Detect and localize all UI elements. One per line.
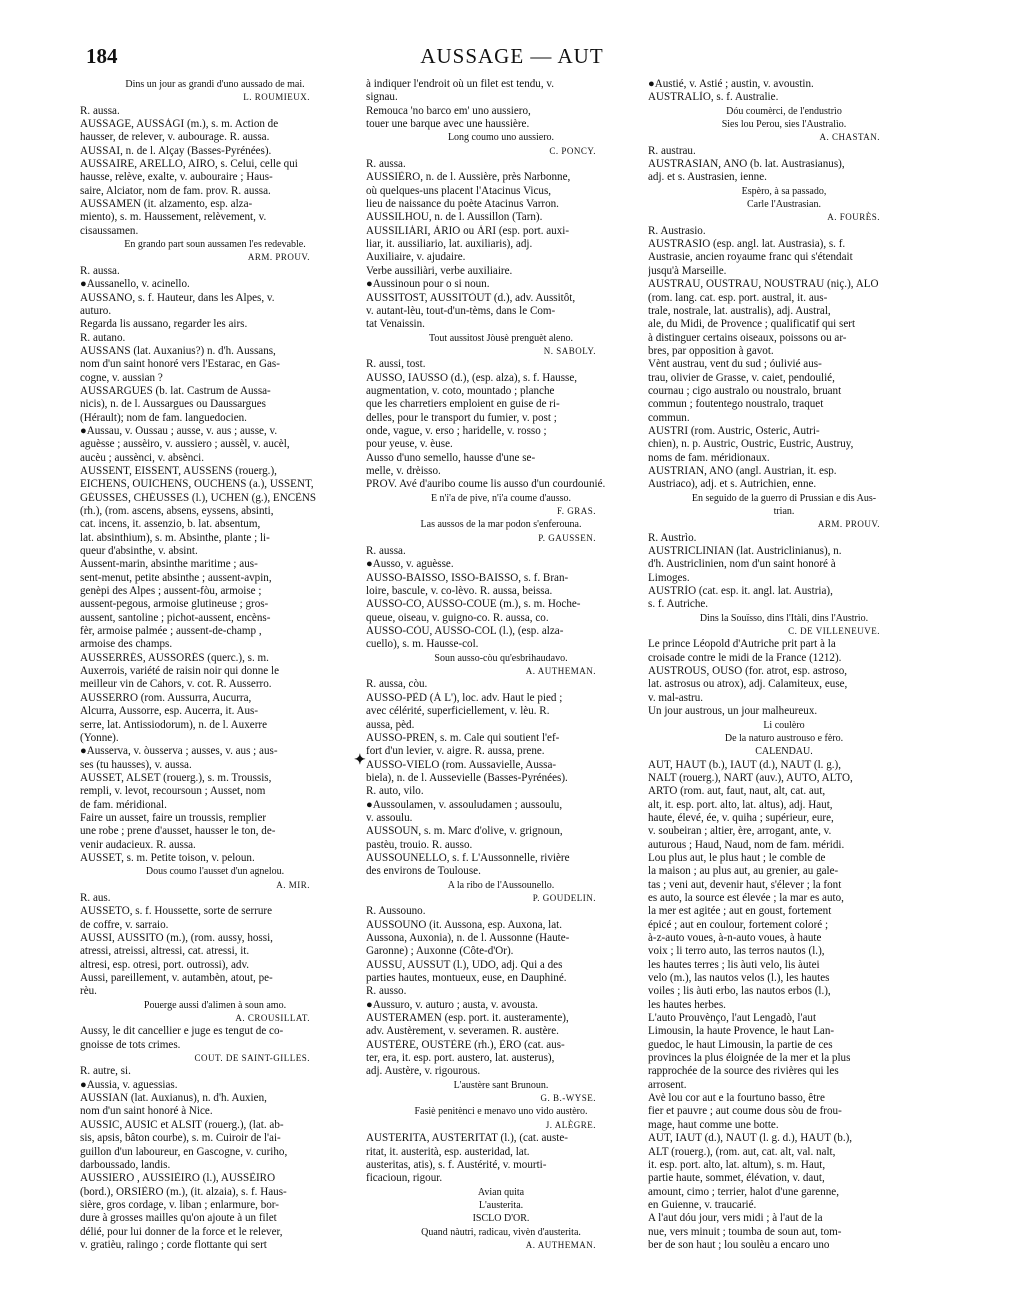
citation-line: CALENDAU. — [755, 746, 813, 758]
entry-line: à distinguer certains oiseaux, poissons ou ar- — [648, 331, 847, 344]
entry-line: AUSTRÌO (cat. esp. it. angl. lat. Austria), — [648, 585, 833, 598]
entry-line: AUSSO-PREN, s. m. Cale qui soutient l'ef- — [366, 731, 560, 744]
entry-line: ●Aussuro, v. auturo ; austa, v. avousta. — [366, 998, 538, 1011]
entry-line: nom d'un saint honoré à Nice. — [80, 1105, 213, 1118]
entry-line: atressi, atreissi, altressi, cat. atressi, it. — [80, 945, 250, 958]
entry-line: en Guienne, v. traucarié. — [648, 1198, 757, 1211]
citation-source: C. DE VILLENEUVE. — [788, 626, 880, 637]
entry-line: Aussi, pareillement, v. autambèn, atout, pe- — [80, 972, 273, 985]
entry-line: Vènt austrau, vent du sud ; óulivié aus- — [648, 358, 822, 371]
entry-line: AUSSET, s. m. Petite toison, v. peloun. — [80, 851, 255, 864]
entry-line: AUT, HAUT (b.), IAUT (d.), NAUT (l. g.), — [648, 758, 841, 771]
entry-line: dure à grosses mailles qu'on ajoute à un filet — [80, 1212, 277, 1225]
entry-line: (rom. lang. cat. esp. port. austral, it. aus- — [648, 291, 828, 304]
entry-line: des environs de Toulouse. — [366, 865, 481, 878]
entry-line: R. aussi, tost. — [366, 358, 426, 371]
entry-line: rèu. — [80, 985, 97, 998]
entry-line: R. aus. — [80, 891, 111, 904]
entry-line: onde, vague, v. erso ; haridelle, v. rosso ; — [366, 424, 547, 437]
entry-line: AUSSANS (lat. Auxanius?) n. d'h. Aussans, — [80, 344, 276, 357]
citation-line: En seguido de la guerro di Prussian e dis Aus- — [691, 492, 877, 504]
entry-line: ale, du Midi, de Provence ; qualificatif qui sert — [648, 318, 856, 331]
entry-line: v. autant-lèu, tout-d'un-tèms, dans le Com- — [366, 304, 556, 317]
entry-line: liar, it. aussiliario, lat. auxiliaris), adj. — [366, 238, 533, 251]
entry-line: AUSSERRO (rom. Aussurra, Aucurra, — [80, 691, 252, 704]
entry-line: austeritas, atis), s. f. Austérité, v. mourti- — [366, 1158, 547, 1171]
entry-line: avec célérité, superficiellement, v. lèu. R. — [366, 705, 550, 718]
entry-line: (rh.), (rom. ascens, absens, eyssens, absinti, — [80, 505, 274, 517]
entry-line: AUSSAI, n. de l. Alçay (Basses-Pyrénées). — [80, 144, 272, 157]
entry-line: croisade contre le midi de la France (1212). — [648, 651, 842, 664]
entry-line: AUSTRASIAN, ANO (b. lat. Austrasianus), — [648, 158, 845, 171]
entry-line: AUSSARGUES (b. lat. Castrum de Aussa- — [80, 384, 271, 397]
entry-line: à indiquer l'endroit où un filet est tendu, v. — [366, 78, 554, 90]
citation-source: J. ALÈGRE. — [545, 1119, 596, 1130]
entry-line: AUSTRALÌO, s. f. Australie. — [648, 91, 779, 104]
entry-line: guillon d'un laboureur, en Gascogne, v. curiho, — [80, 1145, 288, 1158]
entry-line: AUSSIC, AUSIC et ALSIT (rouerg.), (lat. ab- — [80, 1118, 284, 1131]
entry-line: alt, it. esp. port. alto, lat. altus), adj. Haut, — [648, 798, 833, 811]
entry-line: (bord.), ORSIÈRO (m.), (it. alzaia), s. f. Haus- — [80, 1185, 287, 1198]
entry-line: Aussy, le dit cancellier e juge es tengut de co- — [80, 1025, 284, 1038]
citation-line: Espèro, à sa passado, — [741, 185, 827, 197]
entry-line: R. aussa. — [366, 158, 406, 171]
entry-line: pastèu, trouio. R. ausso. — [366, 838, 473, 851]
entry-line: AUSSOUNO (it. Aussona, esp. Auxona, lat. — [366, 918, 562, 931]
entry-line: tat Venaissin. — [366, 318, 425, 331]
entry-line: ses (tu hausses), v. aussa. — [80, 758, 192, 771]
citation-line: De la naturo austrouso e fèro. — [724, 732, 844, 744]
entry-line: R. autre, si. — [80, 1065, 131, 1078]
entry-line: Alcurra, Aussorre, esp. Aucerra, it. Aus- — [80, 705, 259, 718]
citation-line: A la ribo de l'Aussounello. — [447, 879, 555, 891]
entry-line: ARTO (rom. aut, faut, naut, alt, cat. aut, — [648, 785, 826, 798]
column-2 — [366, 78, 636, 1285]
entry-line: auturo. — [80, 304, 112, 317]
entry-line: es auto, la source est élevée ; la mar es auto, — [648, 891, 844, 904]
entry-line: ber de son haut ; lou soulèu a encaro uno — [648, 1238, 830, 1251]
entry-line: chien), n. p. Austric, Oustric, Eustric, Austruy, — [648, 438, 854, 451]
citation-source: A. FOURÈS. — [827, 212, 880, 223]
citation-source: A. CROUSILLAT. — [235, 1013, 310, 1024]
entry-line: ●Ausserva, v. òusserva ; ausses, v. aus ; aus- — [80, 745, 278, 758]
entry-line: meilleur vin de Cahors, v. cot. R. Ausserro. — [80, 678, 272, 691]
entry-line: biela), n. de l. Aussevielle (Basses-Pyrénées). — [366, 771, 568, 784]
entry-line: ●Aussia, v. aguessias. — [80, 1078, 178, 1091]
entry-line: trau, olivier de Grasse, v. caiet, pendoulié, — [648, 371, 835, 384]
citation-source: A. AUTHEMAN. — [525, 1239, 596, 1250]
entry-line: Aussona, Auxonia), n. de l. Aussonne (Haute- — [366, 932, 570, 944]
citation-source: COUT. DE SAINT-GILLES. — [194, 1053, 310, 1064]
citation-line: trian. — [773, 506, 795, 517]
entry-line: lat. absinthium), s. m. Absinthe, plante ; li- — [80, 531, 270, 544]
entry-line: AUSSERRÉS, AUSSORÉS (querc.), s. m. — [80, 651, 269, 664]
entry-line: Le prince Léopold d'Autriche prit part à la — [648, 638, 836, 651]
entry-line: tas ; veni aut, devenir haut, s'élever ; la font — [648, 878, 842, 891]
entry-line: sis, apsis, bâton courbe), s. m. Cuiroir de l'ai- — [80, 1132, 281, 1145]
entry-line: la maison ; au plus aut, au grenier, au gale- — [648, 865, 839, 878]
citation-line: Fasiè penitènci e menavo uno vido austèro. — [414, 1106, 588, 1118]
citation-source: A. AUTHEMAN. — [525, 666, 596, 677]
entry-line: de coffre, v. sarraio. — [80, 918, 169, 931]
entry-line: ●Aussanello, v. acinello. — [80, 278, 190, 291]
entry-line: Garonne) ; Auxonne (Côte-d'Or). — [366, 945, 514, 958]
entry-line: R. Austrasio. — [648, 224, 706, 237]
citation-source: P. GAUSSEN. — [538, 532, 596, 543]
entry-line: GÉUSSES, CHÉUSSES (l.), UCHEN (g.), ENCÈNS — [80, 491, 317, 504]
entry-line: s. f. Autriche. — [648, 598, 709, 611]
entry-line: AUSSILIÀRI, ÀRIO ou ÀRI (esp. port. auxi- — [366, 224, 570, 237]
entry-line: lat. astrosus ou atrox), adj. Calamiteux, euse, — [648, 678, 848, 691]
entry-line: v. assoulu. — [366, 811, 413, 824]
entry-line: R. Aussouno. — [366, 905, 426, 918]
entry-line: AUSSAIRE, ARELLO, AIRO, s. Celui, celle qui — [80, 158, 298, 171]
entry-line: lieu de naissance du poète Atacinus Varron. — [366, 198, 559, 211]
running-title: AUSSAGE — AUT — [420, 44, 604, 68]
entry-line: jusqu'à Marseille. — [648, 264, 727, 277]
entry-line: Ausso d'uno semello, hausse d'une se- — [366, 451, 536, 464]
entry-line: queur d'absinthe, v. absint. — [80, 545, 198, 558]
entry-line: une robe ; prene d'ausset, hausser le ton, de- — [80, 825, 276, 838]
citation-line: Las aussos de la mar podon s'enferouna. — [420, 519, 582, 531]
citation-source: N. SABOLY. — [543, 345, 596, 356]
citation-line: Carle l'Austrasian. — [746, 199, 821, 211]
entry-line: nue, vers minuit ; toumba de soun aut, tom- — [648, 1225, 842, 1238]
entry-line: it. esp. port. alto, lat. altum), s. m. Haut, — [648, 1158, 826, 1171]
entry-line: rapprochée de la source des rivières qui les — [648, 1065, 839, 1078]
citation-line: Pouerge aussi d'alimen à soun amo. — [143, 999, 287, 1011]
entry-line: v. mal-astru. — [648, 691, 704, 704]
entry-line: AUSSU, AUSSUT (l.), UDO, adj. Qui a des — [366, 958, 563, 971]
entry-line: voiles ; lis àuti erbo, las nautos erbos (l.), — [648, 985, 831, 998]
entry-line: aucèu ; aussènci, v. absènci. — [80, 451, 205, 464]
entry-line: fort d'un levier, v. aigre. R. aussa, prene. — [366, 745, 545, 758]
entry-line: AUSTÈRE, OUSTÈRE (rh.), ÈRO (cat. aus- — [366, 1038, 565, 1051]
entry-line: Remouca 'no barco em' uno aussiero, — [366, 104, 531, 117]
entry-line: R. auto, vilo. — [366, 785, 424, 798]
entry-line: cisaussamen. — [80, 224, 139, 237]
entry-line: R. aussa. — [80, 104, 120, 117]
entry-line: noms de fam. méridionaux. — [648, 451, 770, 464]
entry-line: commun ; foutentego noustralo, traquet — [648, 398, 824, 411]
entry-line: AUSTERITA, AUSTERITAT (l.), (cat. auste- — [366, 1132, 568, 1145]
entry-line: guedoc, le haut Limousin, la partie de ces — [648, 1038, 833, 1051]
entry-line: R. aussa. — [366, 545, 406, 558]
citation-line: L'austère sant Brunoun. — [453, 1079, 549, 1091]
entry-line: NALT (rouerg.), NART (auv.), AUTO, ALTO, — [648, 771, 853, 784]
citation-source: ARM. PROUV. — [247, 252, 310, 263]
entry-line: AUSSITOST, AUSSITÒUT (d.), adv. Aussitôt, — [366, 291, 576, 304]
entry-line: AUSTRAU, OUSTRAU, NOUSTRAU (niç.), ALO — [648, 278, 879, 291]
citation-source: G. B.-WYSE. — [540, 1093, 596, 1104]
entry-line: AUSSO-CÒU, AUSSO-COL (l.), (esp. alza- — [366, 625, 564, 638]
entry-line: commun. — [648, 411, 690, 424]
entry-line: pour yeuse, v. èuse. — [366, 438, 453, 451]
entry-line: AUSTRIAN, ANO (angl. Austrian, it. esp. — [648, 464, 837, 477]
entry-line: auturous ; Haud, Naud, nom de fam. méridi. — [648, 838, 845, 851]
entry-line: v. soubeiran ; altier, ère, arrogant, ante, v. — [648, 825, 832, 838]
entry-line: genèpi des Alpes ; aussent-fòu, armoise ; — [80, 585, 262, 598]
entry-line: ●Aussoulamen, v. assouludamen ; aussoulu, — [366, 798, 563, 811]
entry-line: R. aussa, còu. — [366, 678, 428, 691]
entry-line: PROV. Avé d'auribo coume lis ausso d'un courdounié. — [366, 478, 606, 491]
entry-line: cournau ; cigo australo ou noustralo, bruant — [648, 384, 842, 397]
entry-line: ter, era, it. esp. port. austero, lat. austerus), — [366, 1052, 555, 1065]
entry-line: Auxerrois, variété de raisin noir qui donne le — [80, 665, 280, 678]
citation-line: L'austerita. — [478, 1199, 524, 1211]
entry-line: voix ; li terro auto, las terros nautos (l.), — [648, 945, 825, 958]
entry-line: Limousin, la haute Provence, le haut Lan- — [648, 1025, 835, 1038]
citation-source: L. ROUMIEUX. — [243, 92, 310, 103]
entry-line: ●Aussau, v. Oussau ; ausse, v. aus ; ausse, v. — [80, 424, 278, 437]
entry-line: Verbe aussiliàri, verbe auxiliaire. — [366, 264, 513, 277]
entry-line: d'h. Austriclinien, nom d'un saint honoré à — [648, 558, 836, 571]
citation-line: Dous coumo l'ausset d'un agnelou. — [145, 866, 285, 878]
entry-line: de fam. méridional. — [80, 798, 167, 811]
entry-line: gnoisse de tots crimes. — [80, 1038, 181, 1051]
citation-line: Soun ausso-còu qu'esbrihaudavo. — [434, 652, 568, 664]
entry-line: adv. Austèrement, v. severamen. R. austère. — [366, 1025, 559, 1038]
entry-line: altresi, esp. otresi, port. outrossi), adv. — [80, 958, 250, 971]
citation-line: ISCLO D'OR. — [472, 1213, 530, 1225]
entry-line: AUSSOUNELLO, s. f. L'Aussonnelle, rivière — [366, 851, 570, 864]
entry-line: AUSSENT, EISSENT, AUSSENS (rouerg.), — [80, 464, 277, 477]
entry-line: ALT (rouerg.), (rom. aut, cat. alt, val. nalt, — [648, 1145, 836, 1158]
entry-line: ●Austié, v. Astié ; austin, v. avoustin. — [648, 78, 814, 90]
entry-line: aussa, pèd. — [366, 718, 415, 731]
entry-line: AUSSO-CO, AUSSO-COUE (m.), s. m. Hoche- — [366, 598, 581, 611]
entry-line: AUSTRICLINIAN (lat. Austriclinianus), n. — [648, 545, 842, 558]
entry-line: ritat, it. austerità, esp. austeridad, lat. — [366, 1145, 530, 1158]
entry-line: Faire un ausset, faire un troussis, remplier — [80, 811, 267, 824]
entry-line: rempli, v. levot, recoursoun ; Ausset, nom — [80, 785, 266, 798]
citation-source: ARM. PROUV. — [817, 519, 880, 530]
citation-line: Avian quita — [477, 1186, 525, 1198]
entry-line: touer une barque avec une haussière. — [366, 118, 530, 131]
citation-line: Sies lou Perou, sies l'Australìo. — [721, 119, 847, 131]
entry-line: darboussado, landis. — [80, 1158, 171, 1171]
entry-line: AUSSAMEN (it. alzamento, esp. alza- — [80, 198, 253, 211]
entry-line: aussent-pegous, armoise glutineuse ; gros- — [80, 598, 269, 611]
entry-line: épicé ; aut en coulour, fortement coloré ; — [648, 918, 829, 931]
entry-line: Un jour austrous, un jour malheureux. — [648, 705, 818, 718]
entry-line: AUSSIÈRO, n. de l. Aussière, près Narbonne, — [366, 171, 571, 184]
entry-line: cat. incens, it. assenzio, b. lat. absentum, — [80, 518, 261, 531]
entry-line: Regarda lis aussano, regarder les airs. — [80, 318, 248, 331]
entry-line: R. austrau. — [648, 144, 696, 157]
entry-line: Auxiliaire, v. ajudaire. — [366, 251, 466, 264]
entry-line: arrosent. — [648, 1078, 687, 1091]
entry-line: AUSSO-VIELO (rom. Aussavielle, Aussa- — [366, 758, 557, 771]
entry-line: armoise des champs. — [80, 638, 173, 651]
entry-line: Aussent-marin, absinthe maritime ; aus- — [80, 558, 258, 571]
entry-line: adj. et s. Austrasien, ienne. — [648, 171, 767, 184]
page-number: 184 — [86, 44, 118, 68]
entry-line: R. ausso. — [366, 985, 407, 998]
entry-line: serre, lat. Antissiodorum), n. de l. Auxerre — [80, 718, 268, 731]
entry-line: Austriaco), adj. et s. Autrichien, enne. — [648, 478, 817, 491]
entry-line: Avè lou cor aut e la fourtuno basso, être — [648, 1092, 825, 1105]
entry-line: AUSSO-BAISSO, ISSO-BAISSO, s. f. Bran- — [366, 571, 569, 584]
entry-line: parties hautes, montueux, euse, en Dauphiné. — [366, 972, 567, 985]
entry-line: Lou plus aut, le plus haut ; le comble de — [648, 851, 826, 864]
entry-line: velo (m.), las nautos velos (l.), les hautes — [648, 972, 830, 985]
entry-line: trale, nostrale, lat. australis), adj. Austral, — [648, 304, 831, 317]
entry-line: la mer est agitée ; aut en goust, fortement — [648, 905, 832, 918]
citation-line: Quand nàutri, radicau, vivèn d'austerita. — [421, 1226, 581, 1238]
citation-line: Dins un jour as grandi d'uno aussado de mai. — [125, 79, 305, 90]
entry-line: à-z-auto voues, à-n-auto voues, à haute — [648, 932, 822, 944]
entry-line: (Hérault); nom de fam. languedocien. — [80, 411, 247, 424]
entry-line: R. autano. — [80, 331, 126, 344]
citation-source: P. GOUDELIN. — [532, 892, 596, 903]
entry-line: AUSSIAN (lat. Auxianus), n. d'h. Auxien, — [80, 1092, 267, 1105]
entry-line: les hautes herbes. — [648, 998, 726, 1011]
entry-line: AUSTERAMEN (esp. port. it. austeramente), — [366, 1012, 569, 1025]
citation-line: Dóu coumèrci, de l'endustrìo — [726, 105, 842, 117]
entry-line: augmentation, v. coto, mountado ; planche — [366, 384, 555, 397]
entry-line: AUSSO-PÈD (À L'), loc. adv. Haut le pied ; — [366, 691, 563, 704]
entry-line: saire, Alciator, nom de fam. prov. R. aussa. — [80, 184, 271, 197]
entry-line: loire, bascule, v. co-lèvo. R. aussa, beissa. — [366, 585, 553, 598]
entry-line: delles, pour le transport du fumier, v. post ; — [366, 411, 557, 424]
citation-line: En grando part soun aussamen l'es redevable. — [124, 239, 306, 251]
entry-line: hausser, de relever, v. aubourage. R. aussa. — [80, 131, 270, 144]
entry-line: EICHENS, OUICHENS, OUCHENS (a.), USSENT, — [80, 478, 314, 491]
column-3 — [648, 78, 920, 1285]
entry-line: ●Aussinoun pour o si noun. — [366, 278, 490, 291]
entry-line: melle, v. drèisso. — [366, 464, 441, 477]
citation-line: Long coumo uno aussiero. — [447, 132, 555, 144]
entry-line: sière, gros cordage, v. liban ; enlarmure, bor- — [80, 1198, 279, 1211]
entry-line: aguèsse ; aussèiro, v. aussiero ; aussèl, v. aucèl, — [80, 438, 290, 451]
entry-line: provinces la plus éloignée de la mer et la plus — [648, 1052, 851, 1065]
entry-line: AUT, IAUT (d.), NAUT (l. g. d.), HAUT (b.), — [648, 1132, 853, 1145]
entry-line: délié, pour lui donner de la force et le relever, — [80, 1225, 283, 1238]
entry-line: AUSSO, IAUSSO (d.), (esp. alza), s. f. Hausse, — [366, 371, 578, 384]
entry-line: L'auto Prouvènço, l'aut Lengadò, l'aut — [648, 1012, 817, 1025]
citation-source: A. CHASTAN. — [819, 132, 880, 143]
entry-line: AUSSET, ALSET (rouerg.), s. m. Troussis, — [80, 771, 272, 784]
entry-line: fier et pauvre ; aut coume dous sòu de frou- — [648, 1105, 842, 1118]
entry-line: les hautes terres ; lis àuti velo, lis àutei — [648, 958, 820, 971]
entry-line: Austrasie, ancien royaume franc qui s'étendait — [648, 251, 853, 264]
entry-line: ●Ausso, v. aguèsse. — [366, 558, 454, 571]
entry-line: AUSSOUN, s. m. Marc d'olive, v. grignoun, — [366, 825, 563, 838]
entry-line: amount, cimo ; terrier, halot d'une garenne, — [648, 1185, 840, 1198]
entry-line: bres, par opposition à gavot. — [648, 344, 774, 357]
citation-line: E n'i'a de pive, n'i'a coume d'ausso. — [430, 492, 572, 504]
citation-line: Tout aussitost Jòusè prenguèt aleno. — [429, 332, 573, 344]
entry-line: A l'aut dóu jour, vers midi ; à l'aut de la — [648, 1212, 823, 1225]
entry-line: AUSSANO, s. f. Hauteur, dans les Alpes, v. — [80, 291, 275, 304]
entry-line: queue, oiseau, v. guigno-co. R. aussa, co. — [366, 611, 549, 624]
entry-line: signau. — [366, 91, 398, 104]
entry-line: hausse, relève, exalte, v. aubouraire ; Haus- — [80, 171, 273, 184]
entry-line: venir audacieux. R. aussa. — [80, 838, 196, 851]
entry-line: AUSSI, AUSSITO (m.), (rom. aussy, hossi, — [80, 932, 273, 944]
entry-line: ficacioun, rigour. — [366, 1172, 443, 1185]
citation-source: C. PONCY. — [549, 145, 596, 156]
entry-line: (Yonne). — [80, 731, 119, 744]
entry-line: adj. Austère, v. rigourous. — [366, 1065, 481, 1078]
entry-line: AUSTROUS, OUSO (for. atrot, esp. astroso, — [648, 665, 848, 678]
entry-line: AUSSILHOU, n. de l. Aussillon (Tarn). — [366, 211, 543, 224]
column-1 — [80, 78, 350, 1285]
entry-line: AUSSETO, s. f. Houssette, sorte de serrure — [80, 905, 273, 918]
entry-line: nicis), n. de l. Aussargues ou Daussargues — [80, 398, 267, 411]
citation-line: Li coulèro — [763, 719, 805, 731]
entry-line: AUSTRASIO (esp. angl. lat. Austrasia), s. f. — [648, 238, 846, 251]
entry-line: nom d'un saint honoré vers l'Estarac, en Gas- — [80, 358, 280, 371]
entry-line: cuello), s. m. Hausse-col. — [366, 638, 479, 651]
entry-line: miento), s. m. Haussement, relèvement, v. — [80, 211, 267, 224]
entry-line: sent-menut, petite absinthe ; aussent-avpin, — [80, 571, 272, 584]
citation-source: F. GRAS. — [556, 506, 596, 516]
entry-line: que les charretiers emploient en guise de ri- — [366, 398, 560, 411]
entry-line: R. Austrìo. — [648, 531, 697, 544]
gutter-mark: ✦ — [354, 753, 366, 768]
entry-line: AUSSAGE, AUSSÀGI (m.), s. m. Action de — [80, 118, 279, 131]
entry-line: AUSTRI (rom. Austric, Osteric, Autri- — [648, 424, 820, 437]
entry-line: Limoges. — [648, 571, 690, 584]
entry-line: où quelques-uns placent l'Atacinus Vicus, — [366, 184, 552, 197]
entry-line: fèr, armoise palmée ; aussent-de-champ , — [80, 625, 262, 638]
entry-line: R. aussa. — [80, 264, 120, 277]
entry-line: haute, élevé, ée, v. quiha ; supérieur, eure, — [648, 811, 834, 824]
citation-line: Dins la Souïsso, dins l'Itàli, dins l'Austrìo. — [699, 612, 869, 624]
entry-line: AUSSIERO , AUSSIÈIRO (l.), AUSSÈIRO — [80, 1172, 276, 1185]
entry-line: v. gratièu, ralingo ; corde flottante qui sert — [80, 1238, 267, 1251]
entry-line: partie haute, sommet, élévation, v. daut, — [648, 1172, 825, 1185]
citation-source: A. MIR. — [276, 879, 310, 890]
entry-line: aussent, santoline ; pichot-aussent, encèns- — [80, 611, 271, 624]
entry-line: cogne, v. aussian ? — [80, 371, 163, 384]
entry-line: mage, haut comme une botte. — [648, 1118, 779, 1131]
